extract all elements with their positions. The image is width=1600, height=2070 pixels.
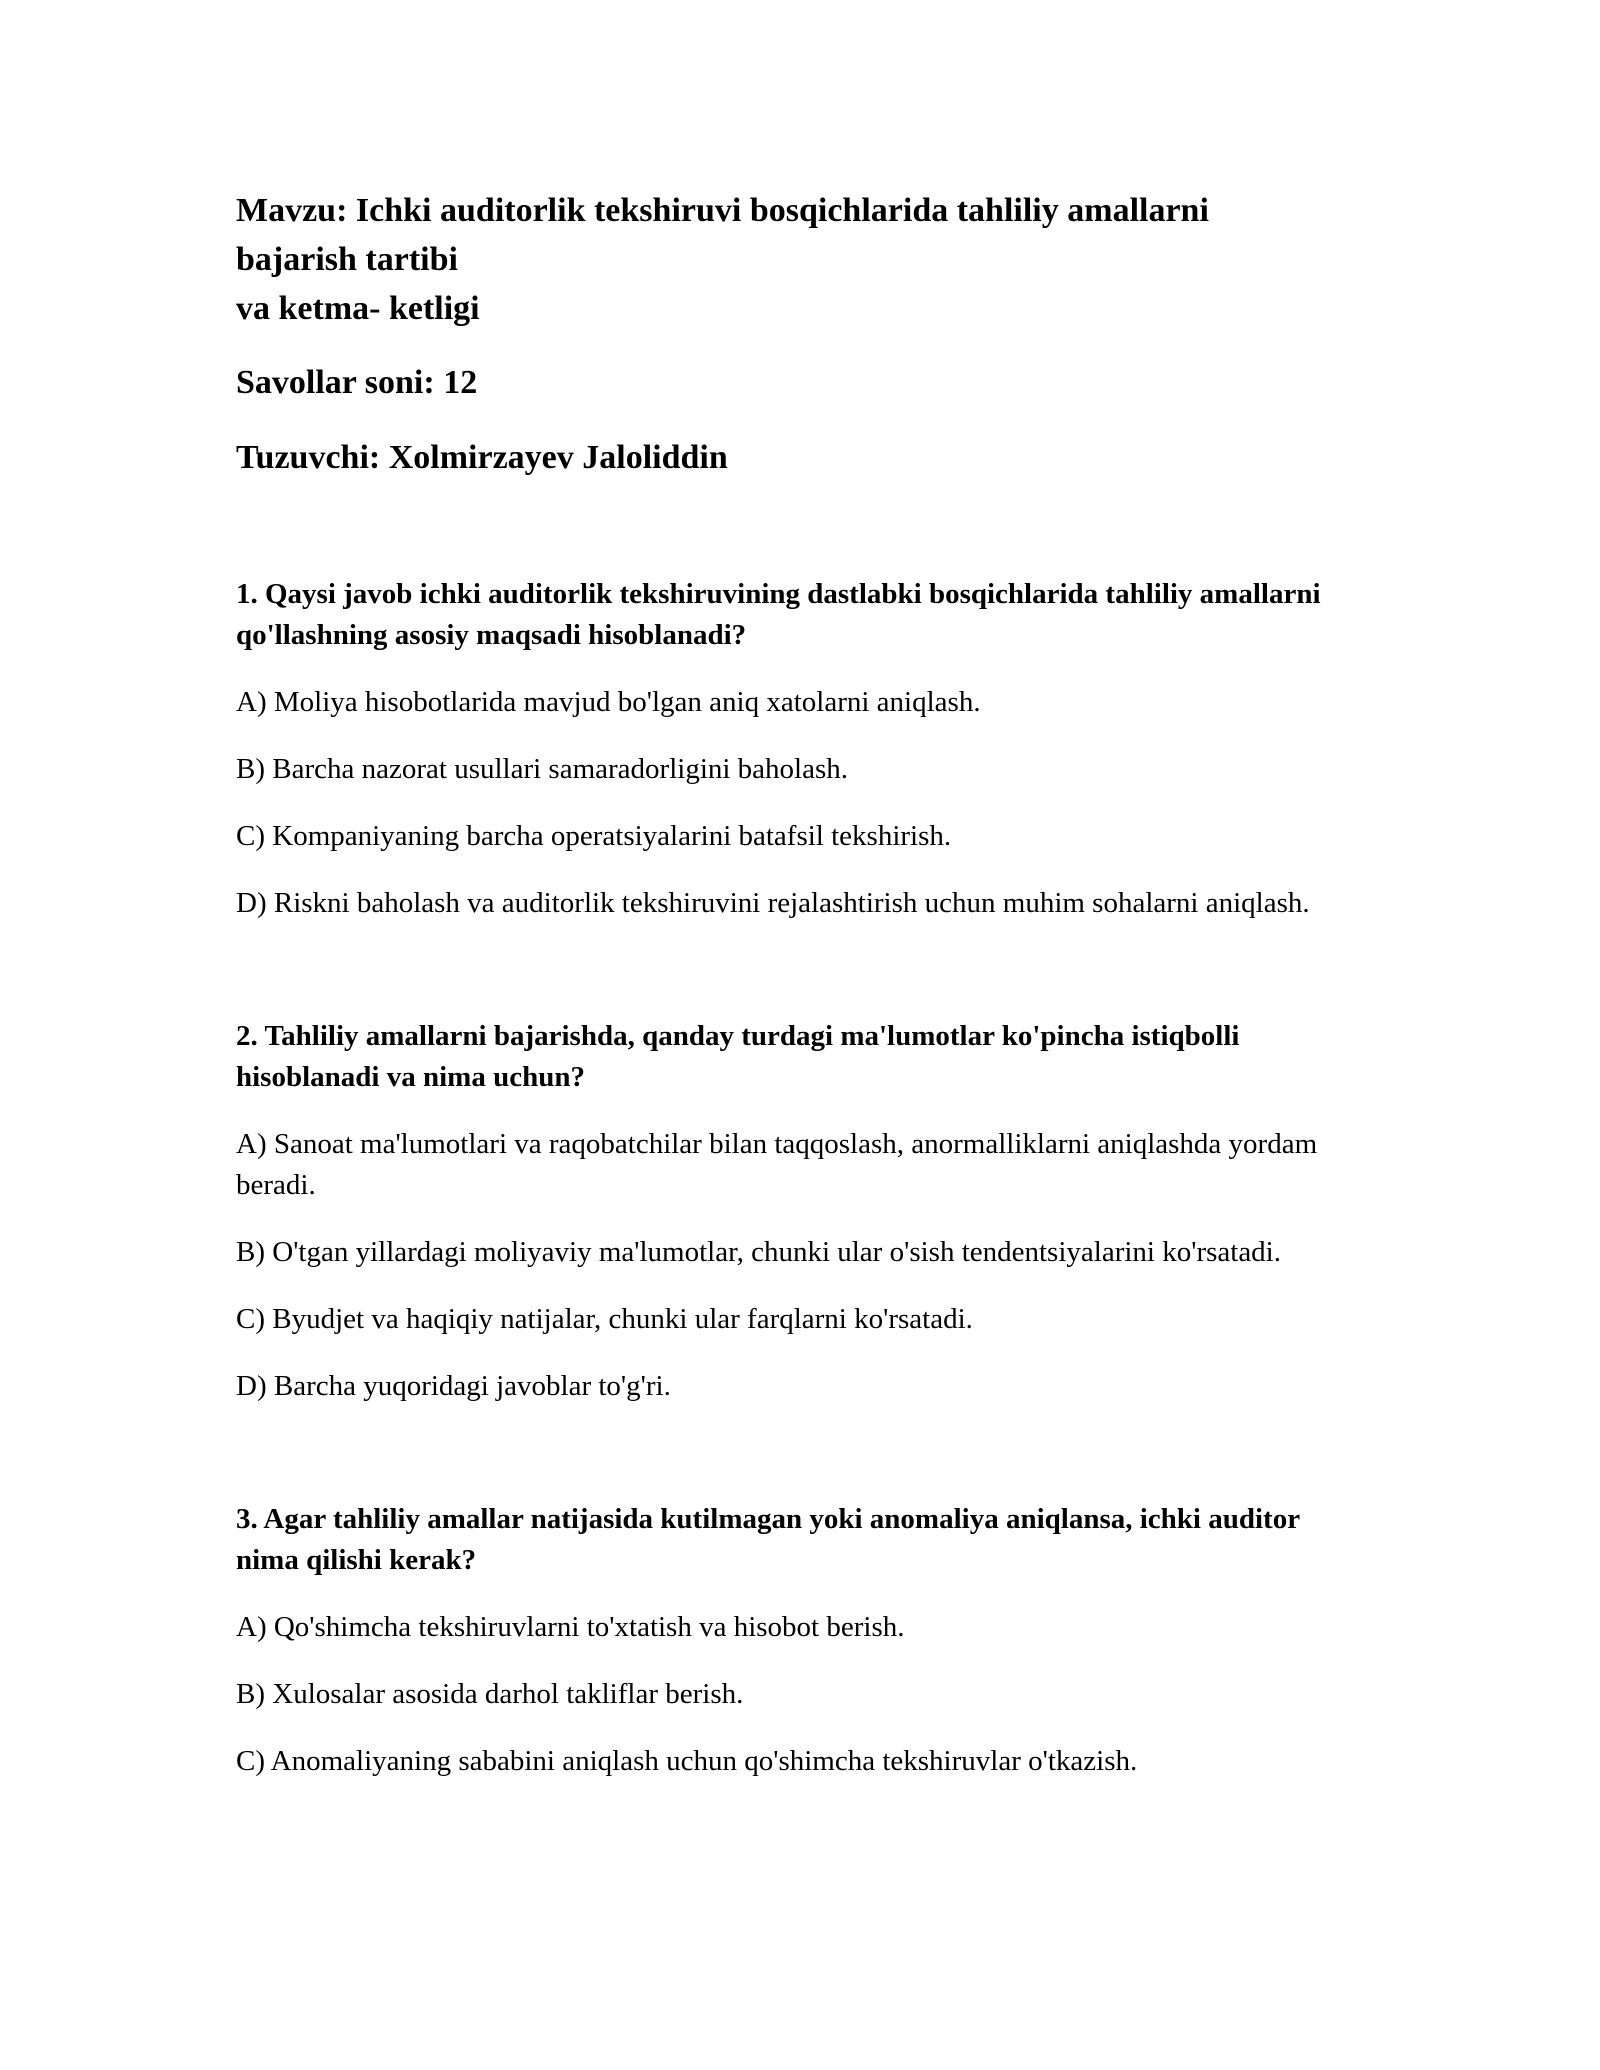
title-line-3: va ketma- ketligi — [236, 290, 480, 327]
answer-option-b: B) O'tgan yillardagi moliyaviy ma'lumotlar, chunki ular o'sish tendentsiyalarini ko'rsatadi. — [236, 1236, 1281, 1268]
question-text: 3. Agar tahliliy amallar natijasida kutilmagan yoki anomaliya aniqlansa, ichki auditor nima qilishi kerak? — [236, 1503, 1300, 1576]
questions-count: Savollar soni: 12 — [236, 364, 478, 401]
answer-option-c: C) Kompaniyaning barcha operatsiyalarini batafsil tekshirish. — [236, 820, 952, 852]
answer-option-b: B) Barcha nazorat usullari samaradorligini baholash. — [236, 753, 849, 785]
answer-option-a: A) Sanoat ma'lumotlari va raqobatchilar bilan taqqoslash, anormalliklarni aniqlashda yordam beradi. — [236, 1128, 1318, 1201]
document-title — [236, 186, 1366, 333]
title-line-1: Mavzu: Ichki auditorlik tekshiruvi bosqichlarida tahliliy amallarni — [236, 192, 1209, 229]
answer-option-a: A) Moliya hisobotlarida mavjud bo'lgan aniq xatolarni aniqlash. — [236, 686, 981, 718]
answer-option-a: A) Qo'shimcha tekshiruvlarni to'xtatish va hisobot berish. — [236, 1611, 905, 1643]
author-line: Tuzuvchi: Xolmirzayev Jaloliddin — [236, 439, 728, 476]
answer-option-d: D) Barcha yuqoridagi javoblar to'g'ri. — [236, 1370, 671, 1402]
question-block-2 — [236, 1016, 1366, 1407]
title-line-2: bajarish tartibi — [236, 241, 458, 278]
answer-option-c: C) Anomaliyaning sababini aniqlash uchun qo'shimcha tekshiruvlar o'tkazish. — [236, 1745, 1138, 1777]
question-block-3 — [236, 1499, 1366, 1782]
question-block-1 — [236, 574, 1366, 924]
document-content — [236, 186, 1366, 1782]
question-text: 1. Qaysi javob ichki auditorlik tekshiruvining dastlabki bosqichlarida tahliliy amallarni qo'llashning asosiy maqsadi hisoblanadi? — [236, 578, 1321, 651]
answer-option-b: B) Xulosalar asosida darhol takliflar berish. — [236, 1678, 744, 1710]
question-text: 2. Tahliliy amallarni bajarishda, qanday turdagi ma'lumotlar ko'pincha istiqbolli hisoblanadi va nima uchun? — [236, 1020, 1240, 1093]
answer-option-d: D) Riskni baholash va auditorlik tekshiruvini rejalashtirish uchun muhim sohalarni aniqlash. — [236, 887, 1310, 919]
answer-option-c: C) Byudjet va haqiqiy natijalar, chunki ular farqlarni ko'rsatadi. — [236, 1303, 973, 1335]
